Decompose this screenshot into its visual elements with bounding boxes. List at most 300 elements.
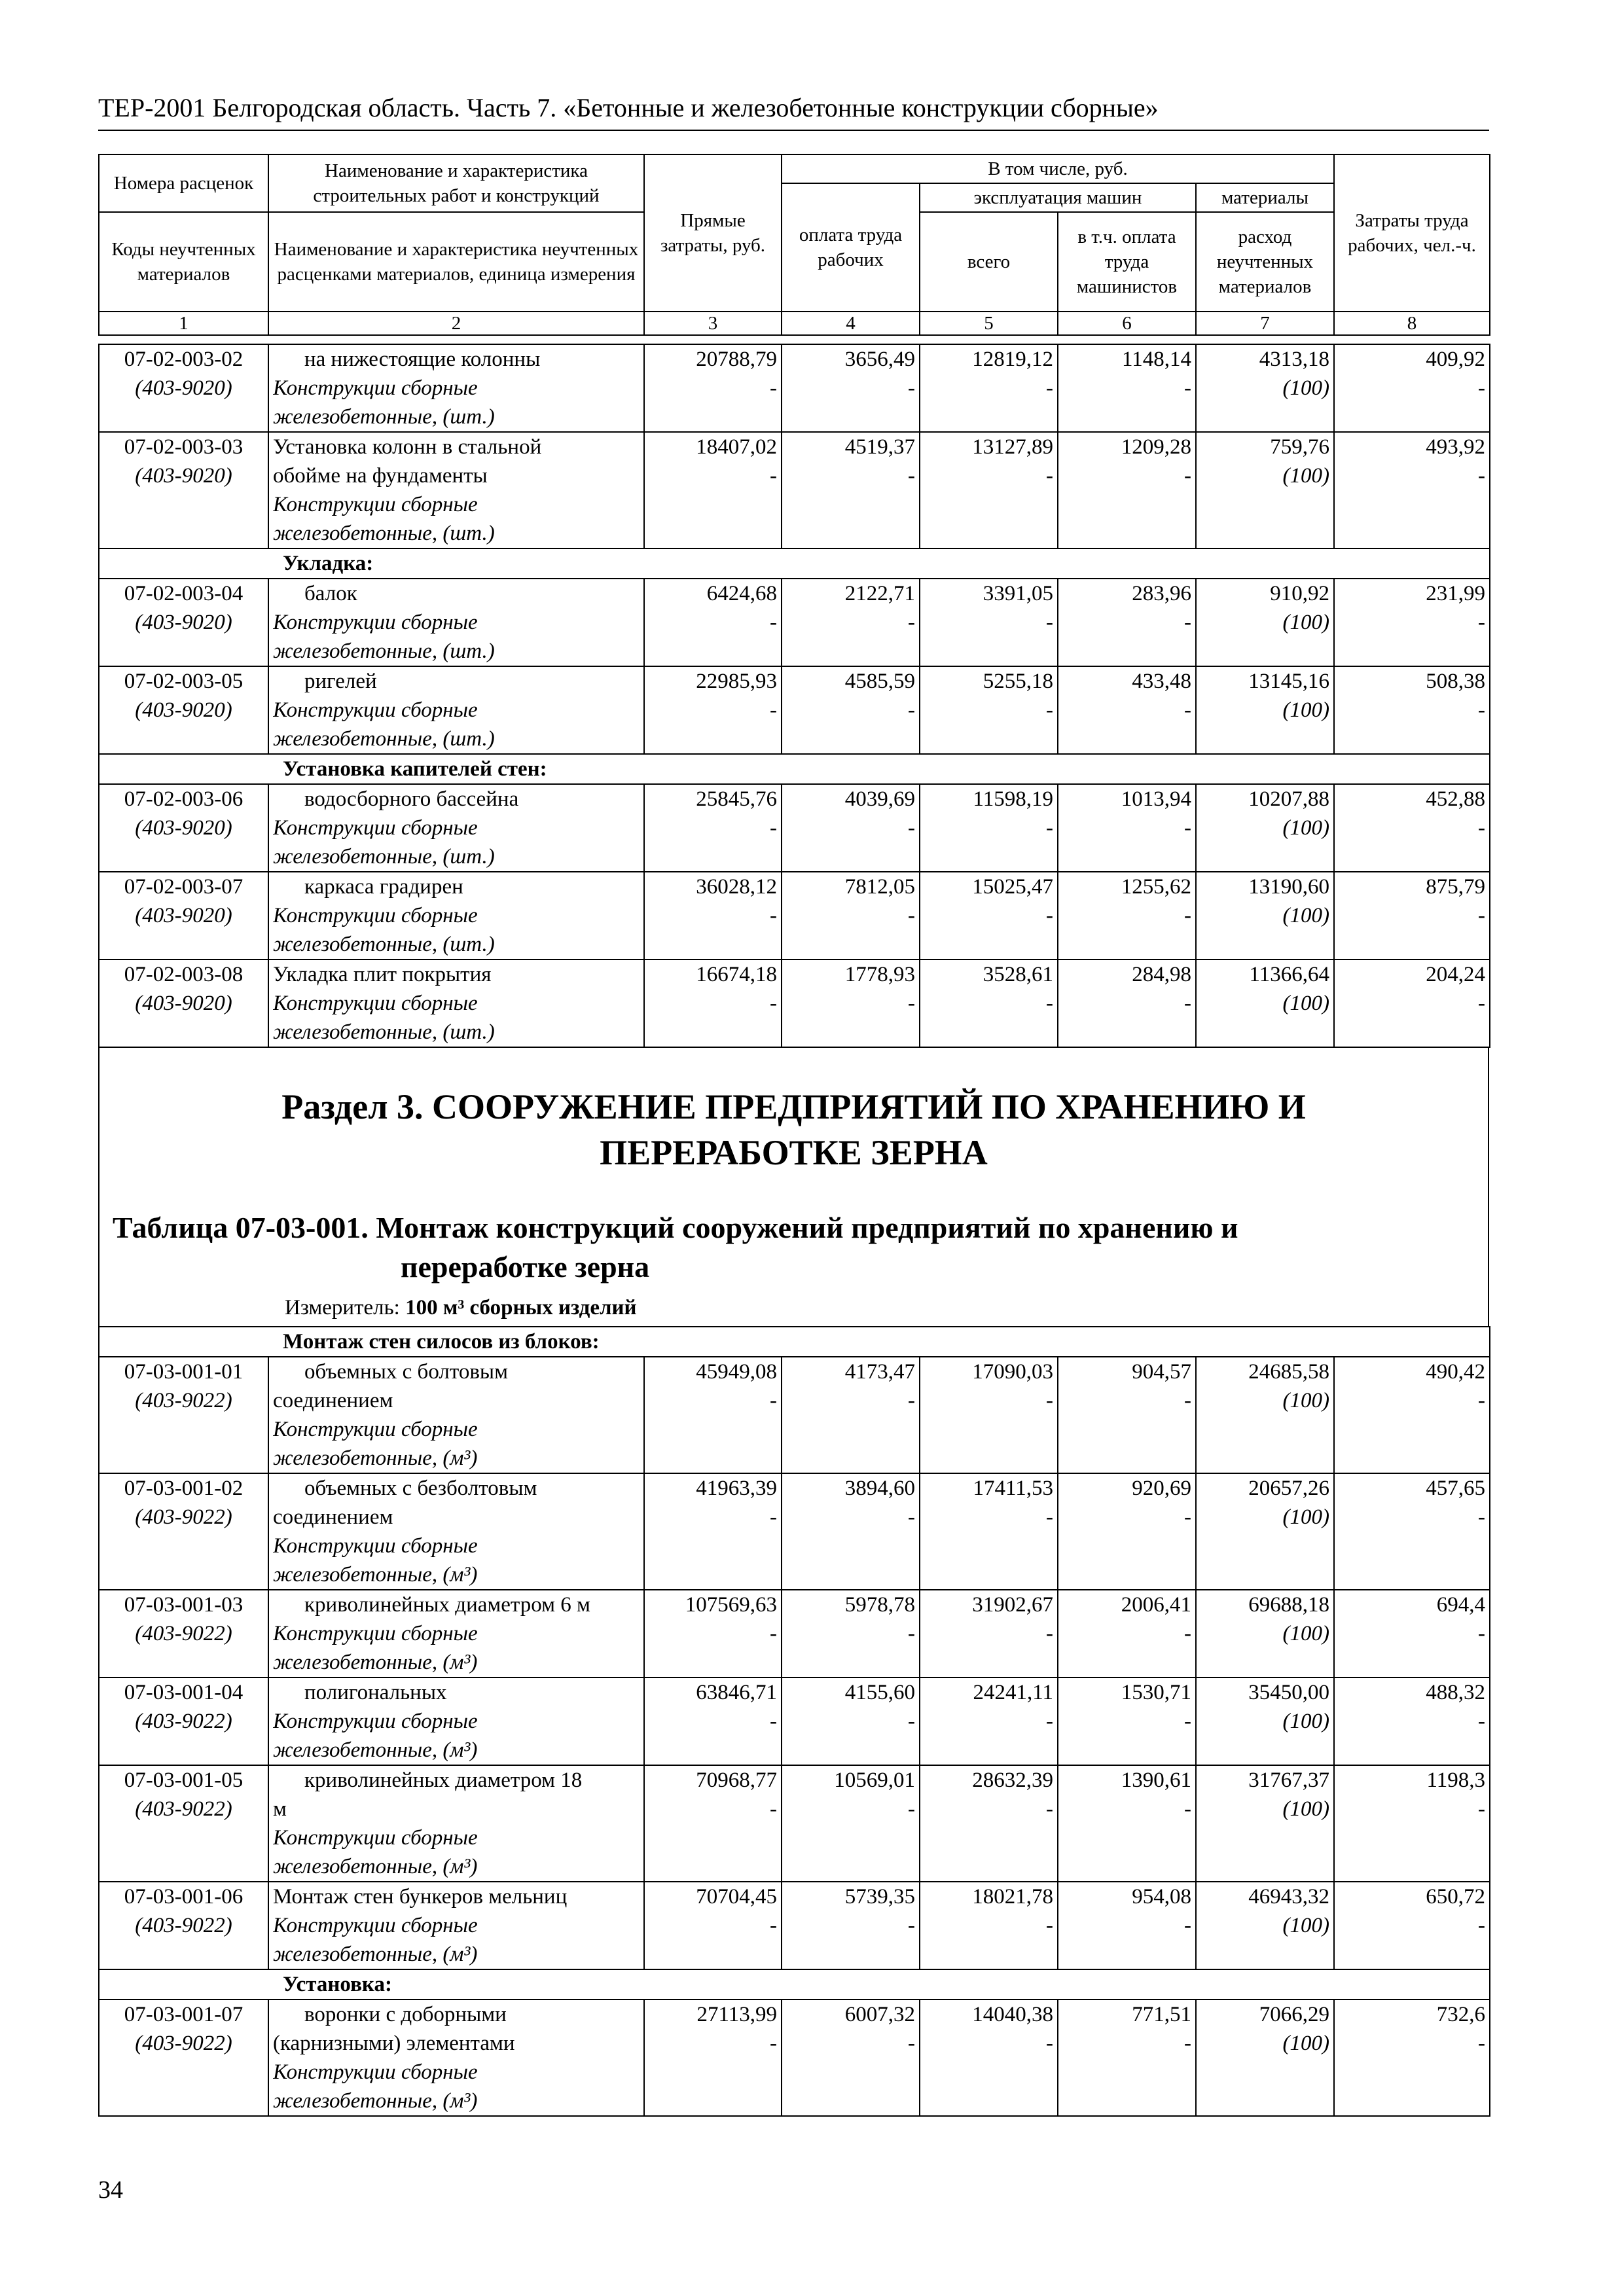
rate-row xyxy=(99,960,1490,1047)
material-code: (403-9020) xyxy=(135,904,232,927)
group-label: Установка: xyxy=(99,1969,1490,2000)
material-code: (403-9020) xyxy=(135,816,232,840)
material-name-line: Конструкции сборные xyxy=(273,1710,478,1733)
rate-row xyxy=(99,1765,1490,1882)
materials-value-cell xyxy=(1196,579,1334,666)
machinist-wages-value: 904,57 xyxy=(1132,1360,1191,1384)
material-name-line: железобетонные, (шт.) xyxy=(273,639,495,663)
machines-total-value-cell xyxy=(920,666,1058,754)
material-direct-costs-value: - xyxy=(770,1914,777,1937)
rate-name-line: ригелей xyxy=(304,670,377,693)
material-name-line: Конструкции сборные xyxy=(273,2060,478,2084)
rate-row xyxy=(99,872,1490,960)
rate-row xyxy=(99,2000,1490,2116)
material-direct-costs-value: - xyxy=(770,2032,777,2055)
rate-code: 07-03-001-07 xyxy=(124,2003,244,2026)
materials-value: 35450,00 xyxy=(1248,1681,1329,1704)
rate-name-cell xyxy=(268,1765,644,1882)
material-materials-value: (100) xyxy=(1282,464,1329,488)
worker-wages-value-cell xyxy=(782,1357,920,1473)
rate-code: 07-03-001-02 xyxy=(124,1477,244,1500)
rate-name-line: объемных с безболтовым xyxy=(304,1477,537,1500)
material-code: (403-9022) xyxy=(135,2032,232,2055)
col-number: 8 xyxy=(1334,312,1490,335)
rate-code-cell xyxy=(99,344,268,432)
material-worker-wages-value: - xyxy=(908,1914,915,1937)
rates-table-part-1 xyxy=(98,344,1490,1048)
machines-total-value-cell xyxy=(920,960,1058,1047)
material-materials-value: (100) xyxy=(1282,1710,1329,1733)
material-direct-costs-value: - xyxy=(770,816,777,840)
material-materials-value: (100) xyxy=(1282,1914,1329,1937)
materials-value-cell xyxy=(1196,960,1334,1047)
material-materials-value: (100) xyxy=(1282,1389,1329,1412)
materials-value-cell xyxy=(1196,432,1334,548)
machines-total-value-cell xyxy=(920,872,1058,960)
machines-total-value: 14040,38 xyxy=(972,2003,1053,2026)
materials-value-cell xyxy=(1196,1765,1334,1882)
materials-value-cell xyxy=(1196,1473,1334,1590)
material-name-line: Конструкции сборные xyxy=(273,816,478,840)
machines-total-value: 15025,47 xyxy=(972,875,1053,899)
rate-code-cell xyxy=(99,960,268,1047)
col-material-consumption-header: расход неучтенных материалов xyxy=(1196,212,1334,312)
material-worker-wages-value: - xyxy=(908,464,915,488)
material-machines-total-value: - xyxy=(1046,1622,1053,1645)
machinist-wages-value: 771,51 xyxy=(1132,2003,1191,2026)
machinist-wages-value-cell xyxy=(1058,1882,1196,1969)
material-worker-wages-value: - xyxy=(908,698,915,722)
rate-code: 07-02-003-02 xyxy=(124,348,244,371)
machinist-wages-value: 1530,71 xyxy=(1121,1681,1191,1704)
worker-wages-value: 6007,32 xyxy=(844,2003,915,2026)
rate-name-line: Укладка плит покрытия xyxy=(273,963,492,986)
material-labor-hours-value: - xyxy=(1478,816,1485,840)
material-worker-wages-value: - xyxy=(908,611,915,634)
machines-total-value-cell xyxy=(920,2000,1058,2116)
material-name-line: Конструкции сборные xyxy=(273,992,478,1015)
worker-wages-value: 3656,49 xyxy=(844,348,915,371)
materials-value: 13190,60 xyxy=(1248,875,1329,899)
labor-hours-value: 875,79 xyxy=(1426,875,1485,899)
material-code: (403-9022) xyxy=(135,1797,232,1821)
labor-hours-value-cell xyxy=(1334,344,1490,432)
machinist-wages-value-cell xyxy=(1058,960,1196,1047)
material-labor-hours-value: - xyxy=(1478,376,1485,400)
direct-costs-value: 70968,77 xyxy=(696,1768,777,1792)
machinist-wages-value: 1148,14 xyxy=(1121,348,1191,371)
material-code: (403-9020) xyxy=(135,376,232,400)
rate-code: 07-02-003-05 xyxy=(124,670,244,693)
rate-row xyxy=(99,784,1490,872)
material-machinist-wages-value: - xyxy=(1184,1797,1191,1821)
labor-hours-value: 490,42 xyxy=(1426,1360,1486,1384)
material-name-line: железобетонные, (шт.) xyxy=(273,405,495,429)
machinist-wages-value: 920,69 xyxy=(1132,1477,1191,1500)
machinist-wages-value-cell xyxy=(1058,579,1196,666)
machinist-wages-value-cell xyxy=(1058,1590,1196,1677)
rate-row xyxy=(99,1473,1490,1590)
rate-name-line: Монтаж стен бункеров мельниц xyxy=(273,1885,568,1909)
labor-hours-value-cell xyxy=(1334,432,1490,548)
material-machines-total-value: - xyxy=(1046,611,1053,634)
direct-costs-value-cell xyxy=(644,1677,782,1765)
direct-costs-value-cell xyxy=(644,784,782,872)
rate-code-cell xyxy=(99,1590,268,1677)
material-worker-wages-value: - xyxy=(908,1389,915,1412)
worker-wages-value-cell xyxy=(782,1473,920,1590)
direct-costs-value: 36028,12 xyxy=(696,875,777,899)
machinist-wages-value: 1209,28 xyxy=(1121,435,1191,459)
material-machines-total-value: - xyxy=(1046,464,1053,488)
machines-total-value-cell xyxy=(920,784,1058,872)
materials-value: 13145,16 xyxy=(1248,670,1329,693)
rate-code: 07-03-001-06 xyxy=(124,1885,244,1909)
machines-total-value: 17411,53 xyxy=(973,1477,1053,1500)
material-code: (403-9022) xyxy=(135,1914,232,1937)
machines-total-value: 12819,12 xyxy=(972,348,1053,371)
worker-wages-value-cell xyxy=(782,2000,920,2116)
measure-value: 100 м³ сборных изделий xyxy=(405,1296,637,1319)
rate-row xyxy=(99,1677,1490,1765)
worker-wages-value-cell xyxy=(782,1590,920,1677)
machinist-wages-value: 2006,41 xyxy=(1121,1593,1191,1617)
material-name-line: железобетонные, (м³) xyxy=(273,1563,478,1587)
rate-code: 07-02-003-03 xyxy=(124,435,244,459)
machines-total-value: 24241,11 xyxy=(973,1681,1053,1704)
labor-hours-value-cell xyxy=(1334,1765,1490,1882)
direct-costs-value: 25845,76 xyxy=(696,787,777,811)
col-machinist-wages-header: в т.ч. оплата труда машинистов xyxy=(1058,212,1196,312)
materials-value: 759,76 xyxy=(1270,435,1329,459)
measure-label: Измеритель: xyxy=(285,1296,400,1319)
col-number: 1 xyxy=(99,312,268,335)
labor-hours-value: 650,72 xyxy=(1426,1885,1486,1909)
group-label: Установка капителей стен: xyxy=(99,754,1490,784)
material-materials-value: (100) xyxy=(1282,992,1329,1015)
worker-wages-value-cell xyxy=(782,666,920,754)
material-machines-total-value: - xyxy=(1046,992,1053,1015)
material-machines-total-value: - xyxy=(1046,376,1053,400)
worker-wages-value-cell xyxy=(782,579,920,666)
material-code: (403-9020) xyxy=(135,611,232,634)
material-labor-hours-value: - xyxy=(1478,1710,1486,1733)
material-name-line: Конструкции сборные xyxy=(273,493,478,516)
machines-total-value: 31902,67 xyxy=(972,1593,1053,1617)
rate-name-cell xyxy=(268,2000,644,2116)
materials-value: 10207,88 xyxy=(1248,787,1329,811)
document-header: ТЕР-2001 Белгородская область. Часть 7. «Бетонные и железобетонные конструкции сборные» xyxy=(98,93,1159,122)
worker-wages-value: 4173,47 xyxy=(844,1360,915,1384)
machinist-wages-value: 1013,94 xyxy=(1121,787,1191,811)
machines-total-value-cell xyxy=(920,344,1058,432)
worker-wages-value: 10569,01 xyxy=(834,1768,915,1792)
group-row xyxy=(99,1327,1490,1357)
materials-value: 910,92 xyxy=(1270,582,1329,605)
col-number: 4 xyxy=(782,312,920,335)
rate-row xyxy=(99,666,1490,754)
direct-costs-value: 63846,71 xyxy=(696,1681,777,1704)
material-worker-wages-value: - xyxy=(908,376,915,400)
header-rule xyxy=(98,130,1489,131)
machinist-wages-value: 433,48 xyxy=(1132,670,1191,693)
material-name-line: Конструкции сборные xyxy=(273,376,478,400)
material-materials-value: (100) xyxy=(1282,1797,1329,1821)
rate-code-cell xyxy=(99,579,268,666)
machinist-wages-value-cell xyxy=(1058,784,1196,872)
rates-table-part-2 xyxy=(98,1326,1490,2117)
materials-value-cell xyxy=(1196,344,1334,432)
rate-name-cell xyxy=(268,1882,644,1969)
worker-wages-value: 5978,78 xyxy=(844,1593,915,1617)
material-machinist-wages-value: - xyxy=(1184,698,1191,722)
machinist-wages-value-cell xyxy=(1058,666,1196,754)
rate-code: 07-02-003-06 xyxy=(124,787,244,811)
material-name-line: железобетонные, (м³) xyxy=(273,1446,478,1470)
group-row xyxy=(99,548,1490,579)
rate-name-cell xyxy=(268,579,644,666)
labor-hours-value-cell xyxy=(1334,1677,1490,1765)
labor-hours-value: 694,4 xyxy=(1436,1593,1486,1617)
rate-name-line: (карнизными) элементами xyxy=(273,2032,515,2055)
materials-value: 24685,58 xyxy=(1248,1360,1329,1384)
rate-name-line: балок xyxy=(304,582,357,605)
machines-total-value: 11598,19 xyxy=(973,787,1053,811)
machinist-wages-value: 1255,62 xyxy=(1121,875,1191,899)
material-labor-hours-value: - xyxy=(1478,904,1485,927)
col-work-name-header: Наименование и характеристика строительных работ и конструкций xyxy=(268,154,644,212)
rate-name-cell xyxy=(268,1473,644,1590)
worker-wages-value: 5739,35 xyxy=(844,1885,915,1909)
col-group-including-header: В том числе, руб. xyxy=(782,154,1334,183)
worker-wages-value-cell xyxy=(782,1882,920,1969)
worker-wages-value: 7812,05 xyxy=(844,875,915,899)
material-labor-hours-value: - xyxy=(1478,1914,1486,1937)
direct-costs-value: 45949,08 xyxy=(696,1360,777,1384)
material-labor-hours-value: - xyxy=(1478,464,1485,488)
material-name-line: железобетонные, (шт.) xyxy=(273,727,495,751)
materials-value-cell xyxy=(1196,1357,1334,1473)
labor-hours-value-cell xyxy=(1334,1882,1490,1969)
rate-name-line: соединением xyxy=(273,1505,393,1529)
material-machinist-wages-value: - xyxy=(1184,992,1191,1015)
labor-hours-value: 457,65 xyxy=(1426,1477,1486,1500)
machinist-wages-value-cell xyxy=(1058,872,1196,960)
material-machinist-wages-value: - xyxy=(1184,2032,1191,2055)
measure-unit xyxy=(285,1293,637,1322)
direct-costs-value: 18407,02 xyxy=(696,435,777,459)
material-machines-total-value: - xyxy=(1046,1505,1053,1529)
material-name-line: Конструкции сборные xyxy=(273,1534,478,1558)
col-number: 2 xyxy=(268,312,644,335)
material-direct-costs-value: - xyxy=(770,1797,777,1821)
material-name-line: Конструкции сборные xyxy=(273,1826,478,1850)
table-title-line-1: Таблица 07-03-001. Монтаж конструкций сооружений предприятий по хранению и xyxy=(113,1211,1238,1244)
direct-costs-value-cell xyxy=(644,1590,782,1677)
col-number: 6 xyxy=(1058,312,1196,335)
direct-costs-value-cell xyxy=(644,579,782,666)
col-machines-total-header: всего xyxy=(920,212,1058,312)
material-name-line: Конструкции сборные xyxy=(273,698,478,722)
direct-costs-value: 22985,93 xyxy=(696,670,777,693)
machines-total-value: 17090,03 xyxy=(972,1360,1053,1384)
material-machinist-wages-value: - xyxy=(1184,816,1191,840)
direct-costs-value-cell xyxy=(644,872,782,960)
labor-hours-value: 452,88 xyxy=(1426,787,1485,811)
material-materials-value: (100) xyxy=(1282,816,1329,840)
labor-hours-value-cell xyxy=(1334,960,1490,1047)
machines-total-value-cell xyxy=(920,1473,1058,1590)
rate-row xyxy=(99,1882,1490,1969)
section-title-line-2: ПЕРЕРАБОТКЕ ЗЕРНА xyxy=(600,1133,988,1172)
worker-wages-value-cell xyxy=(782,784,920,872)
direct-costs-value-cell xyxy=(644,432,782,548)
material-code: (403-9022) xyxy=(135,1505,232,1529)
material-worker-wages-value: - xyxy=(908,904,915,927)
material-machinist-wages-value: - xyxy=(1184,904,1191,927)
materials-value-cell xyxy=(1196,872,1334,960)
labor-hours-value-cell xyxy=(1334,1590,1490,1677)
material-materials-value: (100) xyxy=(1282,2032,1329,2055)
worker-wages-value: 4585,59 xyxy=(844,670,915,693)
rate-row xyxy=(99,432,1490,548)
material-machines-total-value: - xyxy=(1046,1389,1053,1412)
rate-code: 07-02-003-04 xyxy=(124,582,244,605)
material-name-line: железобетонные, (шт.) xyxy=(273,1020,495,1044)
worker-wages-value-cell xyxy=(782,344,920,432)
rate-row xyxy=(99,579,1490,666)
labor-hours-value-cell xyxy=(1334,1473,1490,1590)
section-title-line-1: Раздел 3. СООРУЖЕНИЕ ПРЕДПРИЯТИЙ ПО ХРАНЕНИЮ И xyxy=(281,1087,1306,1126)
worker-wages-value: 4155,60 xyxy=(844,1681,915,1704)
rate-code-cell xyxy=(99,1473,268,1590)
material-name-line: Конструкции сборные xyxy=(273,1622,478,1645)
rate-name-cell xyxy=(268,1590,644,1677)
machines-total-value-cell xyxy=(920,1765,1058,1882)
rate-code: 07-03-001-04 xyxy=(124,1681,244,1704)
labor-hours-value-cell xyxy=(1334,579,1490,666)
rate-name-line: на нижестоящие колонны xyxy=(304,348,541,371)
rate-name-line: криволинейных диаметром 18 xyxy=(304,1768,583,1792)
materials-value: 4313,18 xyxy=(1259,348,1329,371)
material-name-line: Конструкции сборные xyxy=(273,611,478,634)
rates-table-header xyxy=(98,154,1490,336)
material-materials-value: (100) xyxy=(1282,611,1329,634)
materials-value: 69688,18 xyxy=(1248,1593,1329,1617)
worker-wages-value: 4519,37 xyxy=(844,435,915,459)
rate-name-cell xyxy=(268,784,644,872)
rate-row xyxy=(99,1357,1490,1473)
rate-name-line: полигональных xyxy=(304,1681,447,1704)
labor-hours-value: 1198,3 xyxy=(1426,1768,1486,1792)
material-direct-costs-value: - xyxy=(770,992,777,1015)
material-machines-total-value: - xyxy=(1046,904,1053,927)
machines-total-value: 3528,61 xyxy=(983,963,1053,986)
worker-wages-value-cell xyxy=(782,1677,920,1765)
direct-costs-value-cell xyxy=(644,2000,782,2116)
material-direct-costs-value: - xyxy=(770,1505,777,1529)
materials-value: 31767,37 xyxy=(1248,1768,1329,1792)
material-labor-hours-value: - xyxy=(1478,1622,1486,1645)
material-machinist-wages-value: - xyxy=(1184,611,1191,634)
material-materials-value: (100) xyxy=(1282,1622,1329,1645)
material-name-line: железобетонные, (м³) xyxy=(273,1651,478,1674)
machines-total-value: 13127,89 xyxy=(972,435,1053,459)
labor-hours-value: 488,32 xyxy=(1426,1681,1486,1704)
col-direct-costs-header: Прямые затраты, руб. xyxy=(644,154,782,312)
col-labor-hours-header: Затраты труда рабочих, чел.-ч. xyxy=(1334,154,1490,312)
col-number: 5 xyxy=(920,312,1058,335)
group-row xyxy=(99,754,1490,784)
material-worker-wages-value: - xyxy=(908,1505,915,1529)
rate-name-cell xyxy=(268,960,644,1047)
machines-total-value-cell xyxy=(920,1357,1058,1473)
material-machines-total-value: - xyxy=(1046,1797,1053,1821)
group-row xyxy=(99,1969,1490,2000)
labor-hours-value: 231,99 xyxy=(1426,582,1485,605)
material-worker-wages-value: - xyxy=(908,992,915,1015)
material-machinist-wages-value: - xyxy=(1184,1389,1191,1412)
machines-total-value: 28632,39 xyxy=(972,1768,1053,1792)
labor-hours-value-cell xyxy=(1334,872,1490,960)
machines-total-value: 5255,18 xyxy=(983,670,1053,693)
rate-name-line: криволинейных диаметром 6 м xyxy=(304,1593,590,1617)
material-materials-value: (100) xyxy=(1282,376,1329,400)
rate-name-line: м xyxy=(273,1797,287,1821)
materials-value-cell xyxy=(1196,1677,1334,1765)
direct-costs-value: 20788,79 xyxy=(696,348,777,371)
labor-hours-value-cell xyxy=(1334,784,1490,872)
material-worker-wages-value: - xyxy=(908,1622,915,1645)
materials-value-cell xyxy=(1196,2000,1334,2116)
material-name-line: железобетонные, (м³) xyxy=(273,2089,478,2113)
labor-hours-value: 493,92 xyxy=(1426,435,1485,459)
rate-name-line: каркаса градирен xyxy=(304,875,463,899)
section-title xyxy=(99,1084,1488,1175)
material-labor-hours-value: - xyxy=(1478,611,1485,634)
material-name-line: железобетонные, (м³) xyxy=(273,1855,478,1878)
direct-costs-value-cell xyxy=(644,1357,782,1473)
material-direct-costs-value: - xyxy=(770,464,777,488)
rate-code-cell xyxy=(99,666,268,754)
material-machinist-wages-value: - xyxy=(1184,1710,1191,1733)
material-name-line: железобетонные, (шт.) xyxy=(273,522,495,545)
material-machines-total-value: - xyxy=(1046,698,1053,722)
material-labor-hours-value: - xyxy=(1478,2032,1486,2055)
direct-costs-value: 70704,45 xyxy=(696,1885,777,1909)
material-labor-hours-value: - xyxy=(1478,698,1485,722)
materials-value-cell xyxy=(1196,1590,1334,1677)
material-name-line: железобетонные, (м³) xyxy=(273,1738,478,1762)
machinist-wages-value: 283,96 xyxy=(1132,582,1191,605)
rate-code-cell xyxy=(99,784,268,872)
material-machinist-wages-value: - xyxy=(1184,464,1191,488)
worker-wages-value-cell xyxy=(782,1765,920,1882)
labor-hours-value-cell xyxy=(1334,2000,1490,2116)
direct-costs-value-cell xyxy=(644,1473,782,1590)
col-group-materials-header: материалы xyxy=(1196,183,1334,212)
rate-name-cell xyxy=(268,1677,644,1765)
material-worker-wages-value: - xyxy=(908,2032,915,2055)
direct-costs-value-cell xyxy=(644,1882,782,1969)
direct-costs-value-cell xyxy=(644,960,782,1047)
rate-name-line: обойме на фундаменты xyxy=(273,464,488,488)
rate-code-cell xyxy=(99,2000,268,2116)
material-machinist-wages-value: - xyxy=(1184,1622,1191,1645)
group-label: Монтаж стен силосов из блоков: xyxy=(99,1327,1490,1357)
rate-code-cell xyxy=(99,1677,268,1765)
col-worker-wages-header: оплата труда рабочих xyxy=(782,183,920,312)
